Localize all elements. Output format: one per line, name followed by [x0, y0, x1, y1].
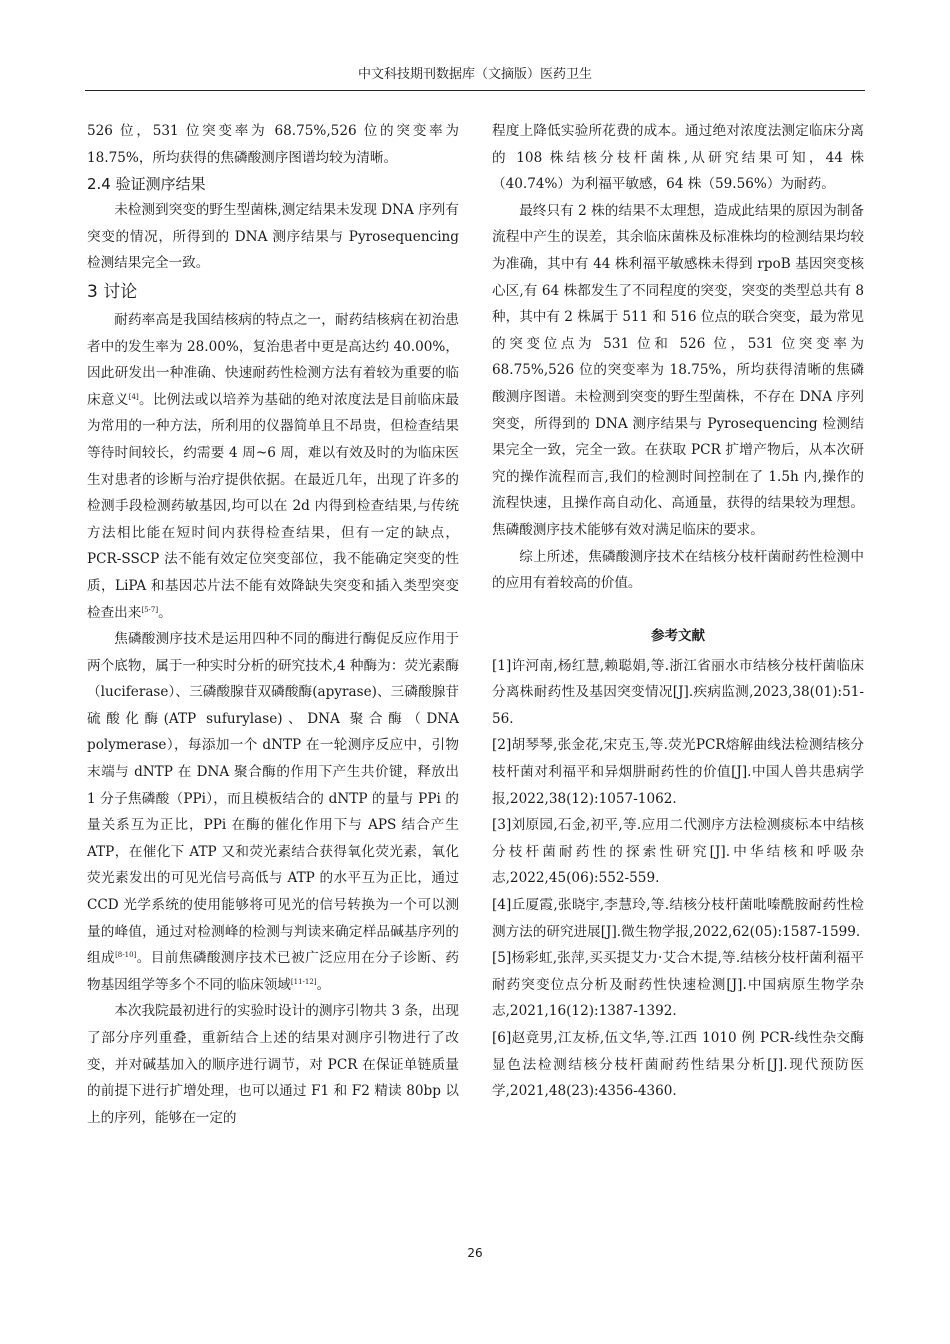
text-segment: 。比例法或以培养为基础的绝对浓度法是目前临床最为常用的一种方法，所利用的仪器简单且不昂贵，但检查结果等待时间较长，约需要 4 周~6 周，难以有效及时的为临床医生对患者的诊断与治疗提供依据。在最近几年，出现了许多的检测手段检测药敏基因,均可以在 2d 内得到检查结果,与传统方法相比能在短时间内获得检查结果，但有一定的缺点，PCR-SSCP 法不能有效定位突变部位，我不能确定突变的性质，LiPA 和基因芯片法不能有效降缺失突变和插入类型突变检查出来	[87, 391, 460, 621]
text-segment: 。目前焦磷酸测序技术已被广泛应用在分子诊断、药物基因组学等多个不同的临床领域	[87, 950, 460, 993]
paragraph-verify-result: 未检测到突变的野生型菌株,测定结果未发现 DNA 序列有突变的情况，所得到的 DNA 测序结果与 Pyrosequencing 检测结果完全一致。	[87, 202, 459, 272]
reference-item: [4]丘厦霞,张晓宇,李慧玲,等.结核分枝杆菌吡嗪酰胺耐药性检测方法的研究进展[J].微生物学报,2022,62(05):1587-1599.	[492, 897, 864, 940]
references-heading: 参考文献	[651, 627, 705, 644]
paragraph-discussion-4: 最终只有 2 株的结果不太理想，造成此结果的原因为制备流程中产生的误差，其余临床菌株及标准株均的检测结果均较为准确，其中有 44 株利福平敏感株未得到 rpoB 基因突变核心区,有 64 株都发生了不同程度的突变，突变的类型总共有 8 种，其中有 2 株属于 511 和 516 位点的联合突变，最为常见的突变位点为 531 位和 526 位，531 位突变率为 68.75%,526 位的突变率为 18.75%，所均获得清晰的焦磷酸测序图谱。未检测到突变的野生型菌株，不存在 DNA 序列突变，所得到的 DNA 测序结果与 Pyrosequencing 检测结果完全一致，完全一致。在获取 PCR 扩增产物后，从本次研究的操作流程而言,我们的检测时间控制在了 1.5h 内,操作的流程快速，且操作高自动化、高通量，获得的结果较为理想。焦磷酸测序技术能够有效对满足临床的要求。	[492, 202, 864, 538]
reference-item: [5]杨彩虹,张萍,买买提艾力·艾合木提,等.结核分枝杆菌利福平耐药突变位点分析及耐药性快速检测[J].中国病原生物学杂志,2021,16(12):1387-1392.	[492, 950, 864, 1020]
running-header: 中文科技期刊数据库（文摘版）医药卫生	[85, 64, 865, 91]
reference-item: [6]赵竟男,江友桥,伍文华,等.江西 1010 例 PCR-线性杂交酶显色法检测结核分枝杆菌耐药性结果分析[J].现代预防医学,2021,48(23):4356-4360.	[492, 1030, 864, 1100]
right-column	[492, 118, 864, 1105]
paragraph-continued: 程度上降低实验所花费的成本。通过绝对浓度法测定临床分离的 108 株结核分枝杆菌株,从研究结果可知，44 株（40.74%）为利福平敏感，64 株（59.56%）为耐药。	[492, 123, 864, 193]
reference-item: [1]许河南,杨红慧,赖聪娟,等.浙江省丽水市结核分枝杆菌临床分离株耐药性及基因突变情况[J].疾病监测,2023,38(01):51-56.	[492, 657, 864, 727]
text-segment: 。	[158, 604, 172, 621]
citation: [8-10]	[115, 951, 137, 960]
page-number: 26	[467, 1246, 483, 1260]
text-segment: 。	[316, 976, 331, 993]
paragraph-continued: 526 位，531 位突变率为 68.75%,526 位的突变率为 18.75%，所均获得的焦磷酸测序图谱均较为清晰。	[87, 123, 459, 166]
reference-item: [3]刘原园,石金,初平,等.应用二代测序方法检测痰标本中结核分枝杆菌耐药性的探索性研究[J].中华结核和呼吸杂志,2022,45(06):552-559.	[492, 817, 864, 887]
paragraph-discussion-2	[87, 626, 459, 998]
citation: [11-12]	[290, 977, 317, 986]
left-column	[87, 118, 459, 1131]
paragraph-discussion-3: 本次我院最初进行的实验时设计的测序引物共 3 条，出现了部分序列重叠，重新结合上述的结果对测序引物进行了改变，并对碱基加入的顺序进行调节，对 PCR 在保证单链质量的前提下进行扩增处理，也可以通过 F1 和 F2 精读 80bp 以上的序列，能够在一定的	[87, 1003, 459, 1126]
reference-list	[492, 653, 864, 1105]
reference-item: [2]胡琴琴,张金花,宋克玉,等.荧光PCR熔解曲线法检测结核分枝杆菌对利福平和异烟肼耐药性的价值[J].中国人兽共患病学报,2022,38(12):1057-1062.	[492, 737, 864, 807]
text-segment: 焦磷酸测序技术是运用四种不同的酶进行酶促反应作用于两个底物，属于一种实时分析的研究技术,4 种酶为：荧光素酶（luciferase）、三磷酸腺苷双磷酸酶(apyrase)、三磷酸腺苷硫酸化酶(ATP sufurylase)、DNA 聚合酶（DNA polymerase），每添加一个 dNTP 在一轮测序反应中，引物末端与 dNTP 在 DNA 聚合酶的作用下产生共价键，释放出 1 分子焦磷酸（PPi），而且模板结合的 dNTP 的量与 PPi 的量关系互为正比，PPi 在酶的催化作用下与 APS 结合产生 ATP，在催化下 ATP 又和荧光素结合获得氧化荧光素，氧化荧光素发出的可见光信号高低与 ATP 的水平互为正比，通过 CCD 光学系统的使用能够将可见光的信号转换为一个可以测量的峰值，通过对检测峰的检测与判读来确定样品碱基序列的组成	[87, 631, 459, 967]
citation: [4]	[128, 392, 139, 401]
citation: [5-7]	[141, 605, 159, 614]
paragraph-discussion-1	[87, 307, 459, 626]
paragraph-conclusion: 综上所述，焦磷酸测序技术在结核分枝杆菌耐药性检测中的应用有着较高的价值。	[492, 548, 864, 592]
section-heading-3: 3 讨论	[87, 281, 138, 302]
section-heading-2-4: 2.4 验证测序结果	[87, 175, 206, 194]
text-segment: 耐药率高是我国结核病的特点之一，耐药结核病在初治患者中的发生率为 28.00%，复治患者中更是高达约 40.00%，因此研发出一种准确、快速耐药性检测方法有着较为重要的临床意义	[87, 311, 459, 408]
